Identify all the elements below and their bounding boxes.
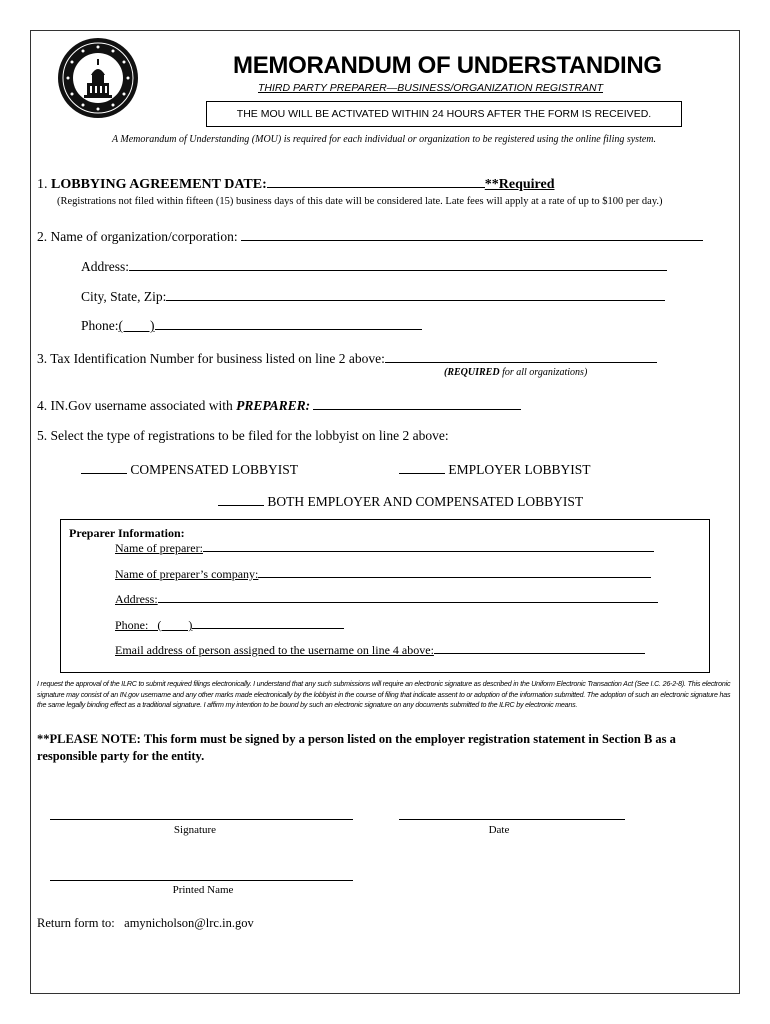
city-row — [81, 288, 665, 305]
both-label: BOTH EMPLOYER AND COMPENSATED LOBBYIST — [267, 494, 584, 509]
phone-area-code[interactable]: ( ) — [118, 318, 155, 333]
username-field[interactable] — [313, 397, 521, 410]
preparer-name-label: Name of preparer: — [115, 541, 203, 555]
preparer-company-label: Name of preparer’s company: — [115, 567, 259, 581]
city-field[interactable] — [166, 288, 665, 301]
item-1-label: LOBBYING AGREEMENT DATE: — [51, 177, 267, 192]
preparer-company-field[interactable] — [258, 566, 651, 578]
please-note: **PLEASE NOTE: This form must be signed by a person listed on the employer registration statement in Section B as a responsible party for the entity. — [37, 732, 676, 763]
employer-checkbox-line[interactable] — [399, 461, 445, 474]
preparer-address-field[interactable] — [158, 591, 658, 603]
org-name-label: 2. Name of organization/corporation: — [37, 229, 238, 244]
compensated-checkbox-line[interactable] — [81, 461, 127, 474]
option-compensated — [81, 461, 298, 478]
date-line[interactable] — [399, 819, 625, 820]
agreement-date-field[interactable] — [267, 175, 485, 188]
preparer-phone-label: Phone: ( ) — [115, 618, 193, 632]
option-both — [218, 493, 583, 510]
option-employer — [399, 461, 591, 478]
signature-line[interactable] — [50, 819, 353, 820]
required-marker: **Required — [484, 177, 555, 192]
preparer-email-row — [115, 642, 645, 658]
activation-notice: THE MOU WILL BE ACTIVATED WITHIN 24 HOURS AFTER THE FORM IS RECEIVED. — [206, 101, 682, 127]
tax-id-label: 3. Tax Identification Number for business listed on line 2 above: — [37, 351, 385, 366]
page-subtitle: THIRD PARTY PREPARER—BUSINESS/ORGANIZATION REGISTRANT — [258, 82, 603, 94]
preparer-label: PREPARER: — [236, 398, 311, 413]
tax-id-required-bold: (REQUIRED — [444, 367, 500, 378]
return-email[interactable]: amynicholson@lrc.in.gov — [124, 916, 254, 930]
address-field[interactable] — [129, 258, 667, 271]
printed-name-label: Printed Name — [172, 884, 234, 896]
preparer-address-row — [115, 591, 658, 607]
date-label: Date — [488, 824, 510, 836]
preparer-email-label: Email address of person assigned to the username on line 4 above: — [115, 643, 434, 657]
item-3 — [37, 350, 657, 367]
signature-label: Signature — [173, 824, 217, 836]
item-4 — [37, 397, 521, 414]
preparer-address-label: Address: — [115, 592, 158, 606]
employer-label: EMPLOYER LOBBYIST — [448, 462, 591, 477]
phone-row — [81, 317, 422, 334]
tax-id-required-note — [444, 367, 587, 378]
compensated-label: COMPENSATED LOBBYIST — [130, 462, 299, 477]
username-label: 4. IN.Gov username associated with — [37, 398, 237, 413]
preparer-company-row — [115, 566, 651, 582]
both-checkbox-line[interactable] — [218, 493, 264, 506]
intro-text: A Memorandum of Understanding (MOU) is required for each individual or organization to be registered using the online filing system. — [111, 134, 657, 145]
city-label: City, State, Zip: — [81, 289, 167, 304]
item-1-number: 1. — [37, 177, 48, 192]
preparer-heading: Preparer Information: — [69, 526, 185, 540]
page-title: MEMORANDUM OF UNDERSTANDING — [233, 52, 662, 79]
preparer-name-field[interactable] — [203, 540, 654, 552]
address-row — [81, 258, 667, 275]
tax-id-field[interactable] — [385, 350, 657, 363]
phone-label: Phone: — [81, 318, 119, 333]
late-fee-note: (Registrations not filed within fifteen (15) business days of this date will be considered late. Late fees will apply at a rate of up to $100 per day.) — [57, 196, 663, 207]
return-label: Return form to: — [37, 916, 115, 930]
printed-name-line[interactable] — [50, 880, 353, 881]
legal-statement: I request the approval of the ILRC to submit required filings electronically. I understand that any such submissions will require an electronic signature as described in the Uniform Electronic Transaction Act (See I.C. 26-2-8). This electronic signature may consist of an IN.gov username and any other marks made electronically by the lobbyist in the course of filing that indicate assent to or adoption of the information submitted. The adoption of such an electronic signature has the same legally binding effect as a traditional signature. I affirm my intention to be bound by such an electronic signature on any documents submitted to the ILRC by electronic means. — [37, 680, 731, 710]
tax-id-required-rest: for all organizations) — [499, 367, 588, 378]
item-2 — [37, 228, 703, 245]
preparer-email-field[interactable] — [434, 642, 645, 654]
preparer-phone-row — [115, 617, 344, 633]
item-5: 5. Select the type of registrations to be filed for the lobbyist on line 2 above: — [37, 428, 449, 443]
preparer-name-row — [115, 540, 654, 556]
item-1 — [37, 175, 555, 193]
phone-field[interactable] — [155, 317, 422, 330]
org-name-field[interactable] — [241, 228, 703, 241]
address-label: Address: — [81, 259, 129, 274]
return-form-row — [37, 916, 254, 931]
state-seal-logo — [57, 37, 139, 119]
preparer-phone-field[interactable] — [192, 617, 344, 629]
